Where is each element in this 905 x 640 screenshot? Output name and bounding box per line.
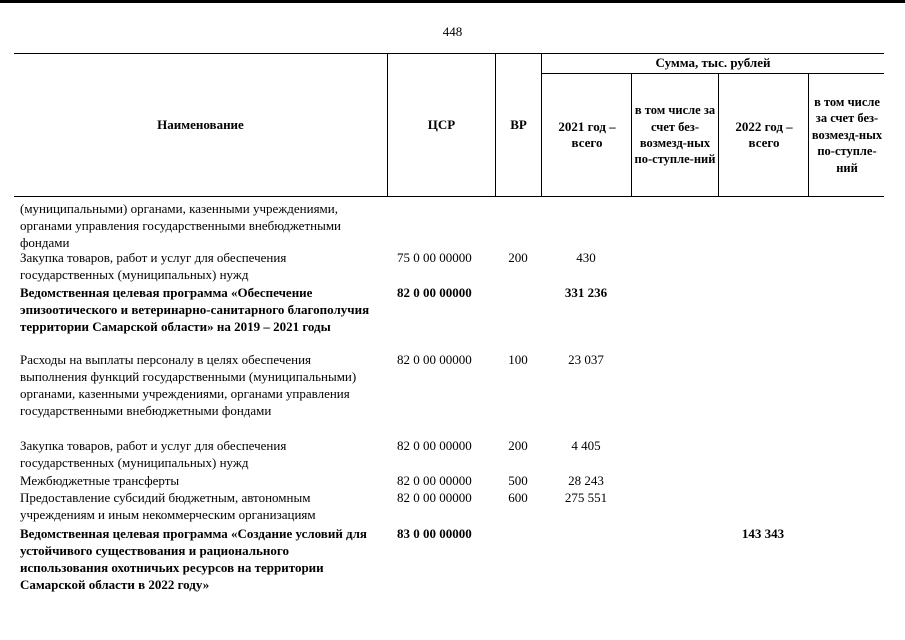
page-top-rule [0,0,905,3]
row-vr: 100 [508,352,528,367]
header-sum-group: Сумма, тыс. рублей [655,55,771,70]
row-2021-total: 4 405 [571,438,601,453]
row-csr: 82 0 00 00000 [397,285,472,300]
row-name: (муниципальными) органами, казенными учреждениями, органами управления государственными внебюджетными фондами [20,201,342,250]
row-name: Межбюджетные трансферты [20,473,180,488]
header-2021-total: 2021 год – всего [558,119,616,150]
header-vr: ВР [510,116,527,132]
row-csr: 82 0 00 00000 [397,473,472,488]
row-csr: 82 0 00 00000 [397,490,472,505]
row-2021-total: 28 243 [568,473,604,488]
header-2021-free: в том числе за счет без-возмезд-ных по-ступле-ний [634,103,716,167]
row-name: Ведомственная целевая программа «Создание условий для устойчивого существования и рационального использования охотничьих ресурсов на территории Самарской области в 2022 году» [20,526,367,592]
row-csr: 82 0 00 00000 [397,352,472,367]
row-2021-total: 23 037 [568,352,604,367]
page-number: 448 [442,24,463,39]
row-name: Предоставление субсидий бюджетным, автономным учреждениям и иным некоммерческим организациям [20,490,316,522]
header-2022-free: в том числе за счет без-возмезд-ных по-ступле-ний [811,94,883,175]
header-2022-total: 2022 год – всего [735,119,793,150]
row-name: Ведомственная целевая программа «Обеспечение эпизоотического и ветеринарно-санитарного благополучия территории Самарской области» на 2019 – 2021 годы [20,285,370,334]
row-2021-total: 430 [576,250,596,265]
row-name: Закупка товаров, работ и услуг для обеспечения государственных (муниципальных) нужд [20,438,287,470]
row-vr: 200 [508,438,528,453]
row-vr: 600 [508,490,528,505]
row-name: Закупка товаров, работ и услуг для обеспечения государственных (муниципальных) нужд [20,250,287,282]
row-csr: 82 0 00 00000 [397,438,472,453]
row-2021-total: 331 236 [564,285,608,300]
row-csr: 83 0 00 00000 [397,526,472,541]
row-vr: 200 [508,250,528,265]
header-csr: ЦСР [427,116,456,132]
row-name: Расходы на выплаты персоналу в целях обеспечения выполнения функций государственными (муниципальными) органами, казенными учреждениями, органами управления государственными внебюджетными фондами [20,352,357,418]
row-csr: 75 0 00 00000 [397,250,472,265]
row-2021-total: 275 551 [564,490,608,505]
row-2022-total: 143 343 [741,526,785,541]
header-name: Наименование [157,116,244,132]
row-vr: 500 [508,473,528,488]
